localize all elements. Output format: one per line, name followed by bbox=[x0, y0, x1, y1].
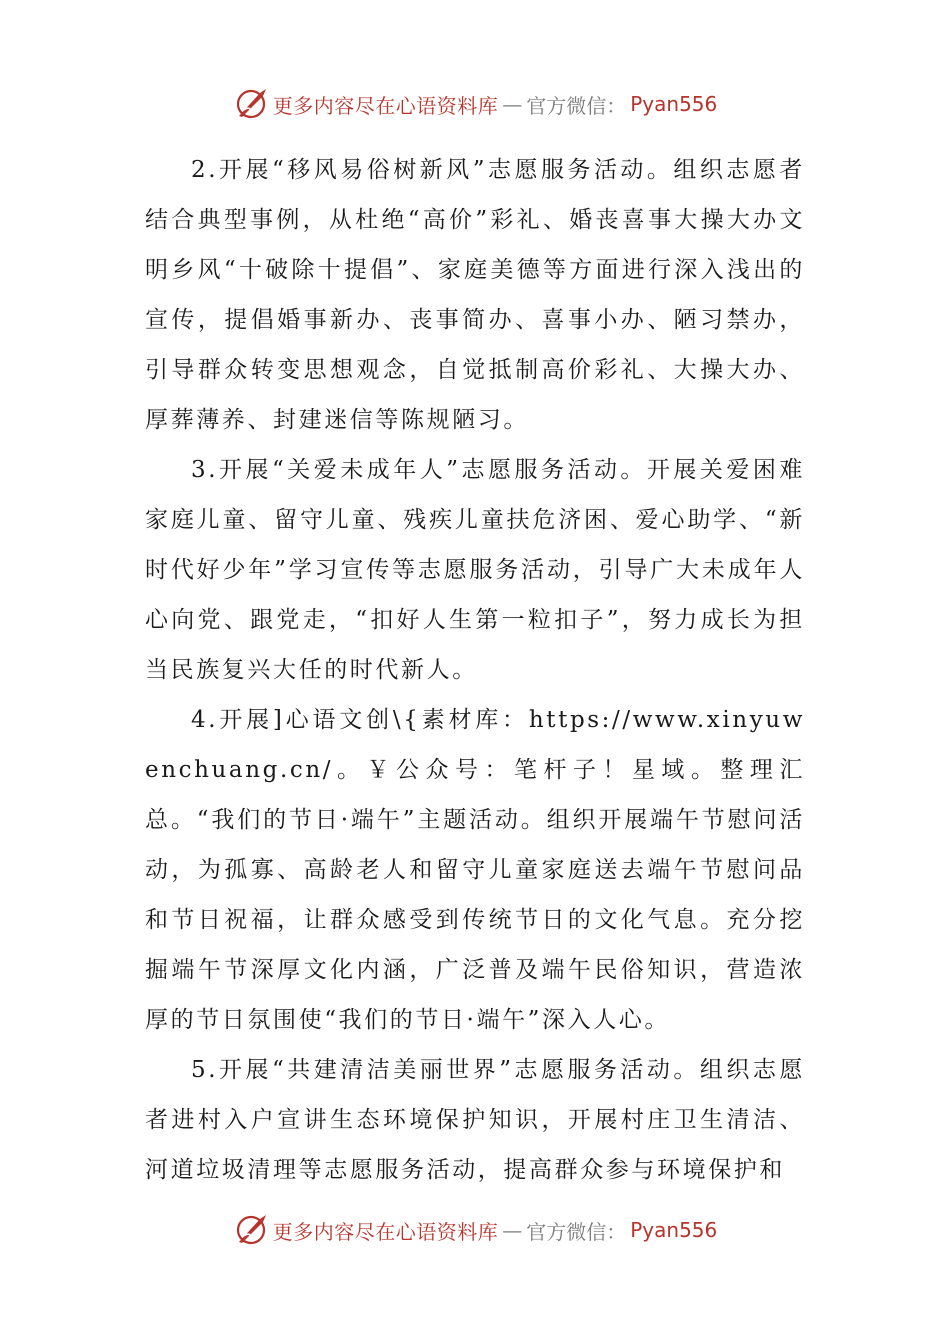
quill-pen-seal-icon bbox=[233, 86, 269, 122]
header-banner bbox=[0, 82, 950, 126]
quill-pen-seal-icon bbox=[233, 1212, 269, 1248]
footer-banner bbox=[0, 1208, 950, 1252]
banner-title: 更多内容尽在心语资料库 bbox=[272, 1219, 499, 1244]
banner-wechat-id: Pyan556 bbox=[630, 92, 718, 116]
paragraph-3: 3.开展“关爱未成年人”志愿服务活动。开展关爱困难家庭儿童、留守儿童、残疾儿童扶危济困、爱心助学、“新时代好少年”学习宣传等志愿服务活动，引导广大未成年人心向党、跟党走，“扣好人生第一粒扣子”，努力成长为担当民族复兴大任的时代新人。 bbox=[145, 457, 805, 683]
document-body bbox=[145, 145, 805, 1195]
banner-wechat-label: 官方微信： bbox=[526, 1219, 627, 1244]
banner-wechat-label: 官方微信： bbox=[526, 93, 627, 118]
banner-dash: — bbox=[502, 1218, 523, 1242]
footer-banner-content bbox=[233, 1212, 718, 1248]
paragraph-2: 2.开展“移风易俗树新风”志愿服务活动。组织志愿者结合典型事例，从杜绝“高价”彩礼、婚丧喜事大操大办文明乡风“十破除十提倡”、家庭美德等方面进行深入浅出的宣传，提倡婚事新办、丧事简办、喜事小办、陋习禁办，引导群众转变思想观念，自觉抵制高价彩礼、大操大办、厚葬薄养、封建迷信等陈规陋习。 bbox=[145, 157, 805, 433]
banner-title: 更多内容尽在心语资料库 bbox=[272, 93, 499, 118]
paragraph-5: 5.开展“共建清洁美丽世界”志愿服务活动。组织志愿者进村入户宣讲生态环境保护知识，开展村庄卫生清洁、河道垃圾清理等志愿服务活动，提高群众参与环境保护和 bbox=[145, 1057, 805, 1183]
banner-dash: — bbox=[502, 92, 523, 116]
banner-wechat-id: Pyan556 bbox=[630, 1218, 718, 1242]
paragraph-4: 4.开展]心语文创\{素材库：https://www.xinyuwenchuang.cn/。￥公众号：笔杆子！星域。整理汇总。“我们的节日·端午”主题活动。组织开展端午节慰问活动，为孤寡、高龄老人和留守儿童家庭送去端午节慰问品和节日祝福，让群众感受到传统节日的文化气息。充分挖掘端午节深厚文化内涵，广泛普及端午民俗知识，营造浓厚的节日氛围使“我们的节日·端午”深入人心。 bbox=[145, 707, 805, 1033]
header-banner-content bbox=[233, 86, 718, 122]
